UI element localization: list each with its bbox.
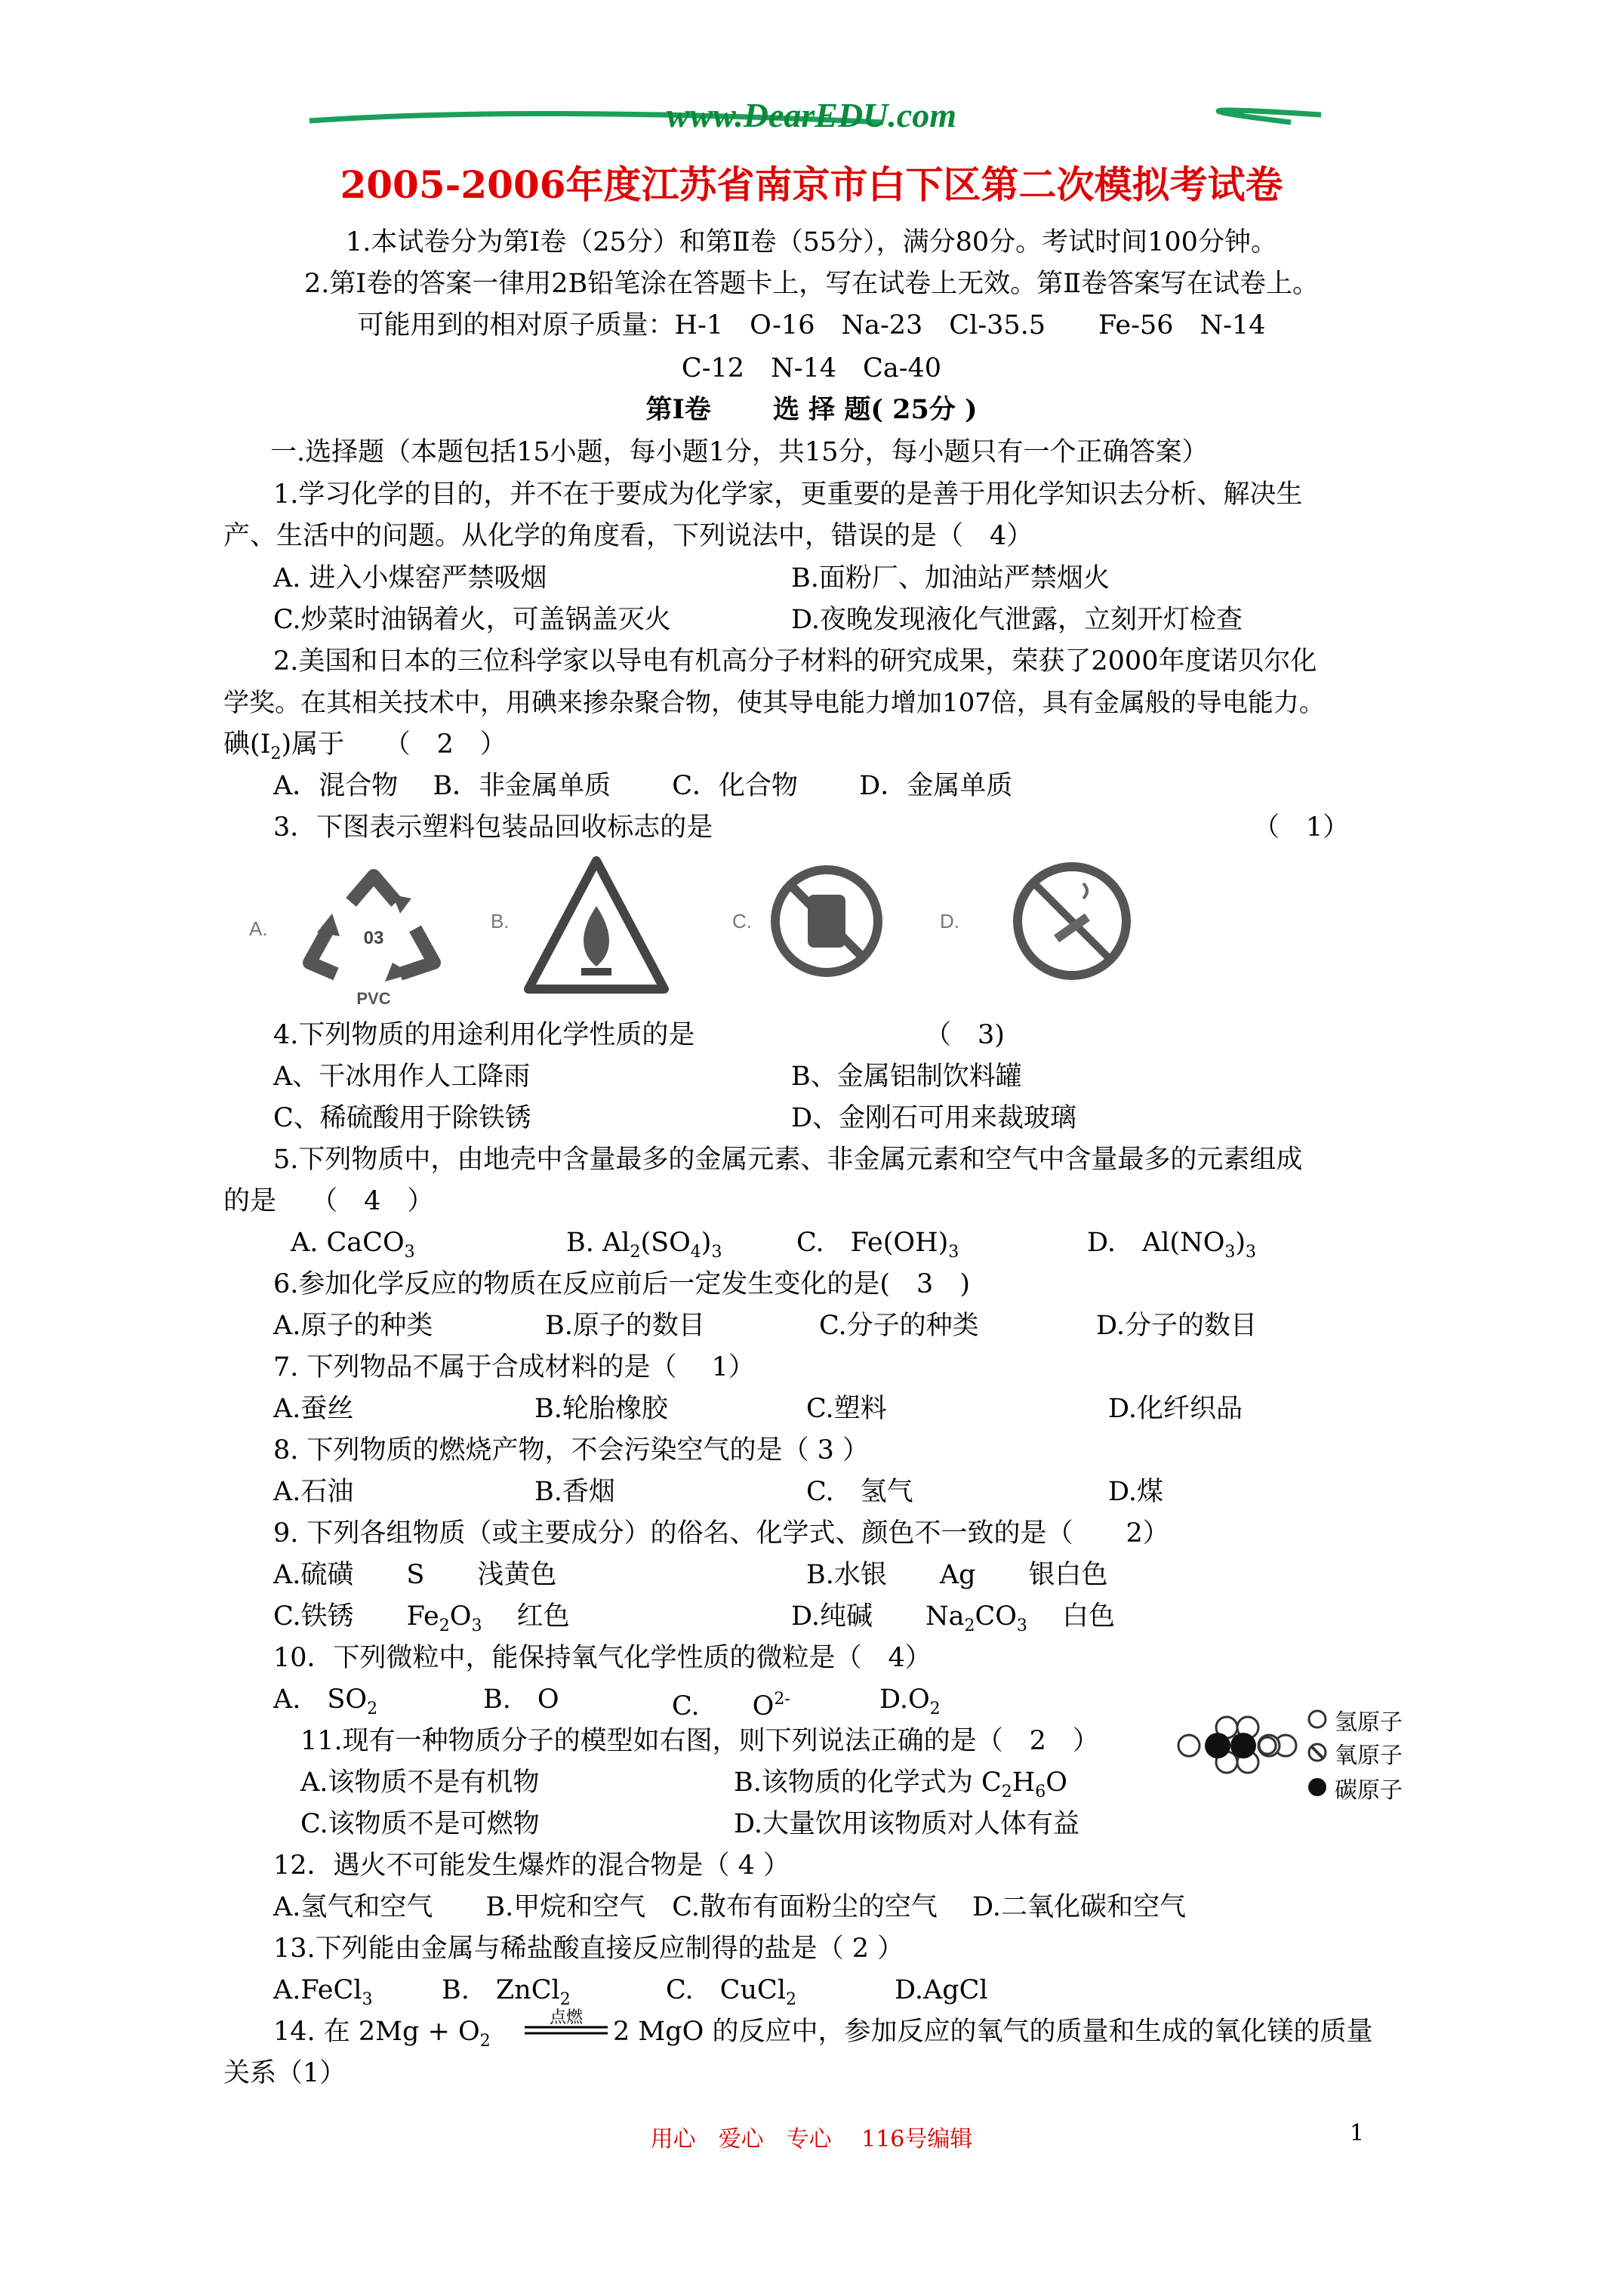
- q9-option-b: B.水银 Ag 银白色: [806, 1560, 1108, 1590]
- q4-answer: （ 3): [925, 1020, 1005, 1050]
- q13-stem: 13.下列能由金属与稀盐酸直接反应制得的盐是（ 2 ）: [273, 1934, 904, 1964]
- q3-label-b: B.: [491, 910, 510, 932]
- q6-option-b: B.原子的数目: [545, 1311, 705, 1341]
- exam-title: 2005-2006年度江苏省南京市白下区第二次模拟考试卷: [340, 162, 1283, 207]
- q4-option-a: A、干冰用作人工降雨: [273, 1062, 531, 1092]
- q8-option-b: B.香烟: [534, 1477, 615, 1507]
- q8-option-a: A.石油: [273, 1477, 354, 1507]
- q7-option-c: C.塑料: [806, 1394, 887, 1424]
- q13-option-a: A.FeCl$_3$: [273, 1975, 373, 2009]
- section-heading: 第Ⅰ卷 选 择 题( 25分 ): [645, 394, 978, 425]
- atomic-masses-2: C-12 N-14 Ca-40: [681, 353, 942, 384]
- recycle-code: 03: [363, 928, 384, 948]
- q10-stem: 10．下列微粒中，能保持氧气化学性质的微粒是（ 4）: [273, 1643, 932, 1673]
- flammable-warning-icon: [521, 853, 672, 997]
- q9-option-d: D.纯碱 $Na_2CO_3$ 白色: [791, 1601, 1116, 1635]
- q9-option-a: A.硫磺 S 浅黄色: [273, 1560, 557, 1590]
- legend-oxygen: 氧原子: [1335, 1743, 1403, 1769]
- q1-option-a: A. 进入小煤窑严禁吸烟: [273, 563, 547, 593]
- q2-stem-3: 碘$(I_2)$属于 （ 2 ）: [223, 729, 507, 763]
- q11-stem: 11.现有一种物质分子的模型如右图，则下列说法正确的是（ 2 ）: [300, 1726, 1099, 1756]
- q8-stem: 8. 下列物质的燃烧产物，不会污染空气的是（ 3 ）: [273, 1435, 870, 1465]
- instruction-2: 2.第Ⅰ卷的答案一律用2B铅笔涂在答题卡上，写在试卷上无效。第Ⅱ卷答案写在试卷上。: [304, 269, 1319, 299]
- no-smoking-icon: [1008, 857, 1136, 985]
- legend-carbon: 碳原子: [1335, 1777, 1403, 1804]
- legend-hydrogen: 氢原子: [1335, 1709, 1403, 1736]
- q14-stem-2: 关系（1）: [223, 2058, 346, 2088]
- q11-option-a: A.该物质不是有机物: [300, 1767, 540, 1798]
- q9-option-c: C.铁锈 $Fe_2O_3$ 红色: [273, 1601, 570, 1635]
- q1-stem-1: 1.学习化学的目的，并不在于要成为化学家，更重要的是善于用化学知识去分析、解决生: [273, 479, 1303, 510]
- q11-option-c: C.该物质不是可燃物: [300, 1809, 540, 1839]
- q4-stem: 4.下列物质的用途利用化学性质的是: [273, 1020, 695, 1050]
- q14-condition: 点燃: [549, 2008, 583, 2027]
- reaction-equals-sign: [525, 2023, 608, 2039]
- q5-option-a: A. CaCO$_3$: [291, 1228, 415, 1262]
- molecule-model-diagram: [1174, 1714, 1302, 1774]
- q2-stem-1: 2.美国和日本的三位科学家以导电有机高分子材料的研究成果，荣获了2000年度诺贝尔化: [273, 646, 1317, 676]
- q1-option-c: C.炒菜时油锅着火，可盖锅盖灭火: [273, 605, 671, 635]
- q12-options: A.氢气和空气 B.甲烷和空气 C.散布有面粉尘的空气 D.二氧化碳和空气: [273, 1892, 1186, 1922]
- q2-options: A．混合物 B．非金属单质 C．化合物 D．金属单质: [273, 771, 1013, 801]
- atomic-masses-1: 可能用到的相对原子质量：H-1 O-16 Na-23 Cl-35.5 Fe-56 N-14: [357, 310, 1266, 341]
- q5-stem-2: 的是 （ 4 ）: [223, 1186, 434, 1216]
- q14-stem-post: 2 MgO 的反应中，参加反应的氧气的质量和生成的氧化镁的质量: [613, 2017, 1373, 2047]
- q11-option-d: D.大量饮用该物质对人体有益: [734, 1809, 1079, 1839]
- q1-stem-2: 产、生活中的问题。从化学的角度看，下列说法中，错误的是（ 4）: [223, 521, 1033, 551]
- q5-option-d: D. $Al(NO_3)_3$: [1087, 1228, 1257, 1262]
- instruction-1: 1.本试卷分为第Ⅰ卷（25分）和第Ⅱ卷（55分），满分80分。考试时间100分钟。: [346, 227, 1277, 257]
- q4-option-d: D、金刚石可用来裁玻璃: [791, 1103, 1077, 1133]
- q5-option-b: B. $Al_2(SO_4)_3$: [566, 1228, 722, 1262]
- oxygen-legend-icon: [1306, 1741, 1329, 1764]
- q3-label-c: C.: [732, 910, 752, 932]
- q6-stem: 6.参加化学反应的物质在反应前后一定发生变化的是( 3 ): [273, 1269, 970, 1299]
- q6-option-d: D.分子的数目: [1096, 1311, 1257, 1341]
- q8-option-c: C. 氢气: [806, 1477, 913, 1507]
- q10-option-c: C. $O^{2-}$: [672, 1690, 790, 1721]
- q11-option-b: B.该物质的化学式为 $C_2H_6O$: [734, 1767, 1067, 1801]
- q8-option-d: D.煤: [1108, 1477, 1163, 1507]
- q5-stem-1: 5.下列物质中，由地壳中含量最多的金属元素、非金属元素和空气中含量最多的元素组成: [273, 1145, 1303, 1175]
- q13-option-c: C. CuCl$_2$: [666, 1975, 796, 2009]
- hydrogen-legend-icon: [1306, 1708, 1329, 1730]
- recycle-label: PVC: [356, 989, 391, 1008]
- q3-answer: （ 1）: [1253, 812, 1350, 843]
- q7-option-a: A.蚕丝: [273, 1394, 354, 1424]
- q5-option-c: C. $Fe(OH)_3$: [796, 1228, 959, 1262]
- q9-stem: 9. 下列各组物质（或主要成分）的俗名、化学式、颜色不一致的是（ 2）: [273, 1518, 1169, 1549]
- page-number: 1: [1350, 2120, 1365, 2147]
- q7-option-d: D.化纤织品: [1108, 1394, 1243, 1424]
- no-barrel-icon: [766, 861, 887, 982]
- recycle-pvc-icon: [294, 861, 453, 1012]
- q10-option-b: B. O: [483, 1684, 559, 1715]
- section-intro: 一.选择题（本题包括15小题，每小题1分，共15分，每小题只有一个正确答案）: [270, 437, 1209, 467]
- footer-text: 用心 爱心 专心 116号编辑: [650, 2126, 973, 2153]
- carbon-legend-icon: [1306, 1776, 1329, 1798]
- q1-option-d: D.夜晚发现液化气泄露，立刻开灯检查: [791, 605, 1243, 635]
- q7-stem: 7. 下列物品不属于合成材料的是（ 1）: [273, 1352, 755, 1382]
- q3-stem: 3．下图表示塑料包装品回收标志的是: [273, 812, 713, 843]
- q10-option-d: $D.O_2$: [879, 1684, 941, 1718]
- q13-option-d: D.AgCl: [895, 1975, 988, 2005]
- q3-label-d: D.: [940, 910, 959, 932]
- q10-option-a: A. $SO_2$: [273, 1684, 378, 1718]
- q1-option-b: B.面粉厂、加油站严禁烟火: [791, 563, 1110, 593]
- q6-option-a: A.原子的种类: [273, 1311, 433, 1341]
- q14-stem: 14. 在 $2Mg + O_2$: [273, 2017, 491, 2051]
- q12-stem: 12．遇火不可能发生爆炸的混合物是（ 4 ）: [273, 1851, 790, 1881]
- q6-option-c: C.分子的种类: [819, 1311, 979, 1341]
- q13-option-b: B. ZnCl$_2$: [442, 1975, 571, 2009]
- q3-label-a: A.: [249, 917, 268, 940]
- q4-option-c: C、稀硫酸用于除铁锈: [273, 1103, 531, 1133]
- q4-option-b: B、金属铝制饮料罐: [791, 1062, 1022, 1092]
- q2-stem-2: 学奖。在其相关技术中，用碘来掺杂聚合物，使其导电能力增加107倍，具有金属般的导电能力。: [223, 688, 1325, 718]
- site-logo: www.DearEDU.com: [666, 96, 957, 134]
- q7-option-b: B.轮胎橡胶: [534, 1394, 668, 1424]
